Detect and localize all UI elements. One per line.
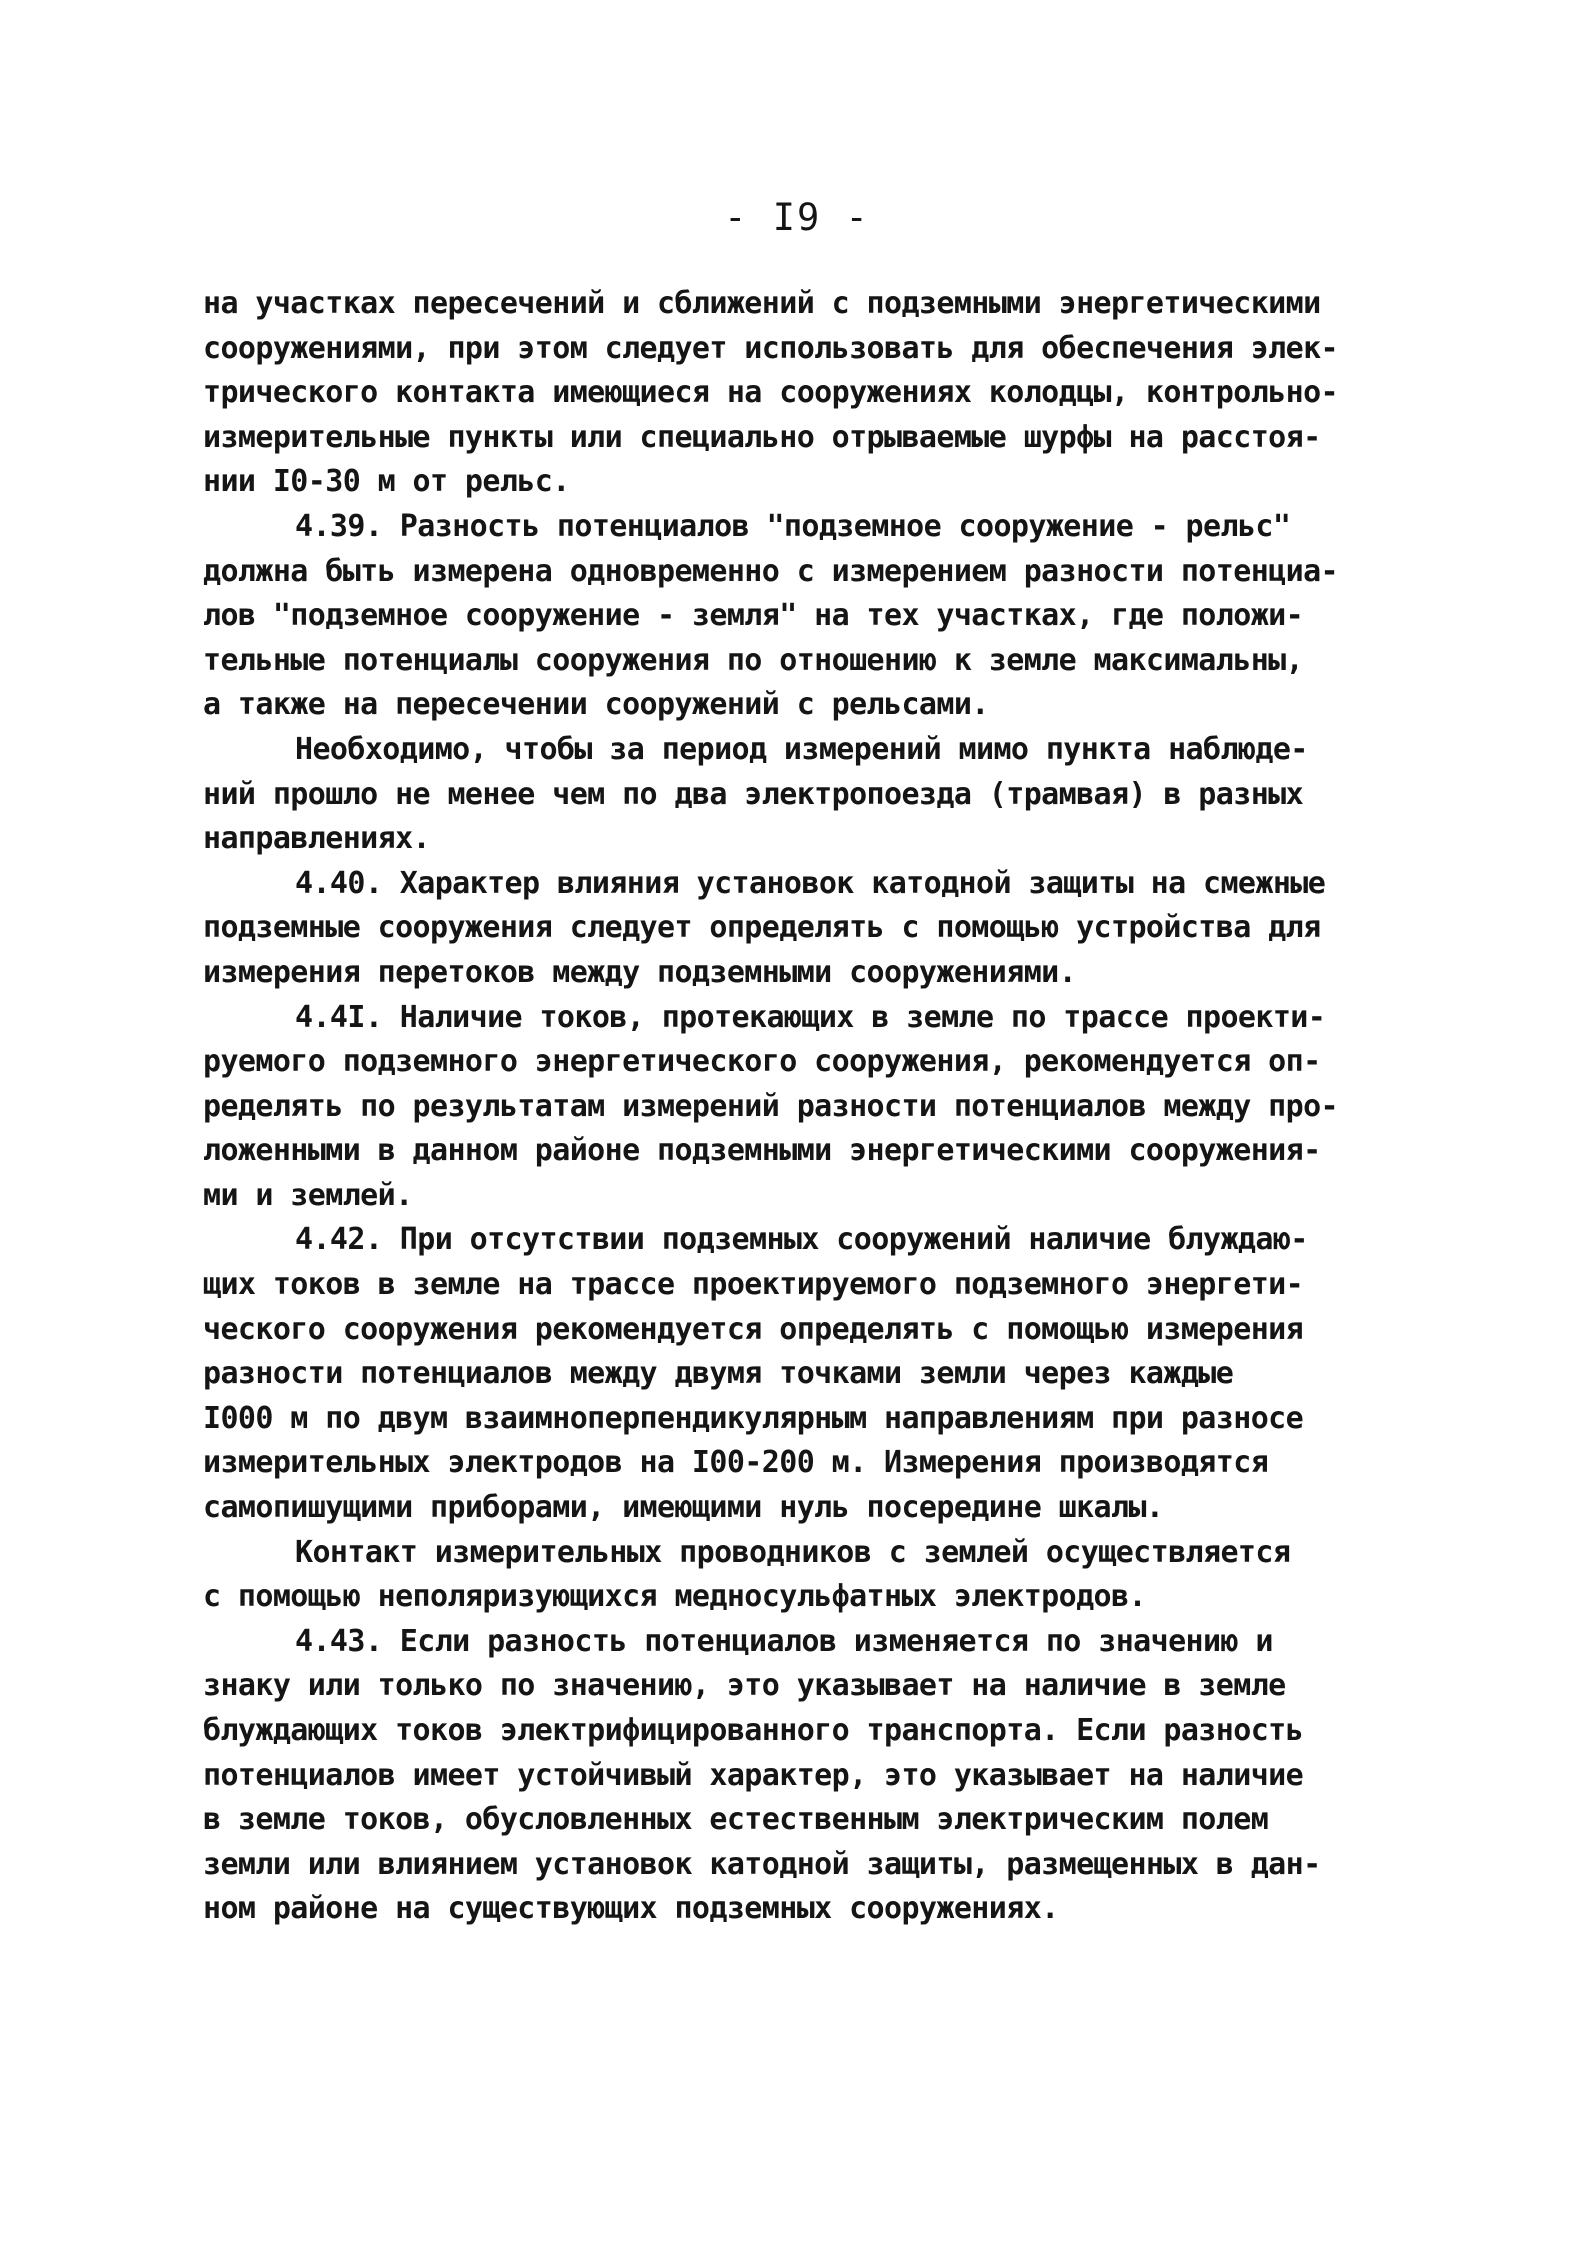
text-line: сооружениями, при этом следует использовать для обеспечения элек- bbox=[203, 330, 1338, 366]
paragraph-first-line: Необходимо, чтобы за период измерений мимо пункта наблюде- bbox=[295, 731, 1308, 767]
text-line: направлениях. bbox=[203, 821, 430, 857]
text-line: щих токов в земле на трассе проектируемого подземного энергети- bbox=[203, 1267, 1304, 1303]
text-line: самопишущими приборами, имеющими нуль посередине шкалы. bbox=[203, 1490, 1164, 1526]
text-line: подземные сооружения следует определять с помощью устройства для bbox=[203, 910, 1321, 946]
document-body bbox=[203, 282, 1413, 1932]
text-line: должна быть измерена одновременно с измерением разности потенциа- bbox=[203, 553, 1338, 589]
text-line: с помощью неполяризующихся медносульфатных электродов. bbox=[203, 1579, 1146, 1615]
paragraph-4-42-first-line: 4.42. При отсутствии подземных сооружений наличие блуждаю- bbox=[295, 1222, 1308, 1258]
text-line: трического контакта имеющиеся на сооружениях колодцы, контрольно- bbox=[203, 375, 1338, 411]
paragraph-4-43-first-line: 4.43. Если разность потенциалов изменяется по значению и bbox=[295, 1623, 1273, 1659]
text-line: лов "подземное сооружение - земля" на тех участках, где положи- bbox=[203, 598, 1304, 634]
text-line: измерительных электродов на I00-200 м. Измерения производятся bbox=[203, 1445, 1269, 1481]
text-line: на участках пересечений и сближений с подземными энергетическими bbox=[203, 286, 1321, 321]
text-line: ном районе на существующих подземных сооружениях. bbox=[203, 1891, 1059, 1927]
text-line: измерительные пункты или специально отрываемые шурфы на расстоя- bbox=[203, 419, 1321, 455]
text-line: ределять по результатам измерений разности потенциалов между про- bbox=[203, 1088, 1338, 1124]
text-line: измерения перетоков между подземными сооружениями. bbox=[203, 954, 1077, 990]
paragraph-4-41-first-line: 4.4I. Наличие токов, протекающих в земле по трассе проекти- bbox=[295, 999, 1326, 1035]
text-line: ми и землей. bbox=[203, 1177, 413, 1213]
paragraph-4-40-first-line: 4.40. Характер влияния установок катодной защиты на смежные bbox=[295, 865, 1326, 901]
text-line: ложенными в данном районе подземными энергетическими сооружения- bbox=[203, 1133, 1321, 1169]
text-line: тельные потенциалы сооружения по отношению к земле максимальны, bbox=[203, 642, 1304, 678]
text-line: а также на пересечении сооружений с рельсами. bbox=[203, 687, 989, 723]
text-line: разности потенциалов между двумя точками земли через каждые bbox=[203, 1356, 1234, 1392]
paragraph-4-39-first-line: 4.39. Разность потенциалов "подземное сооружение - рельс" bbox=[295, 508, 1291, 544]
paragraph-first-line: Контакт измерительных проводников с землей осуществляется bbox=[295, 1534, 1291, 1570]
text-line: земли или влиянием установок катодной защиты, размещенных в дан- bbox=[203, 1846, 1321, 1882]
text-line: в земле токов, обусловленных естественным электрическим полем bbox=[203, 1802, 1269, 1838]
text-line: знаку или только по значению, это указывает на наличие в земле bbox=[203, 1668, 1286, 1704]
text-line: блуждающих токов электрифицированного транспорта. Если разность bbox=[203, 1713, 1304, 1748]
text-line: нии I0-30 м от рельс. bbox=[203, 464, 570, 500]
text-line: руемого подземного энергетического сооружения, рекомендуется оп- bbox=[203, 1044, 1321, 1080]
page-number: - I9 - bbox=[724, 196, 870, 239]
text-line: ний прошло не менее чем по два электропоезда (трамвая) в разных bbox=[203, 776, 1304, 812]
text-line: потенциалов имеет устойчивый характер, это указывает на наличие bbox=[203, 1757, 1304, 1793]
text-line: ческого сооружения рекомендуется определять с помощью измерения bbox=[203, 1311, 1304, 1347]
text-line: I000 м по двум взаимноперпендикулярным направлениям при разносе bbox=[203, 1400, 1304, 1436]
